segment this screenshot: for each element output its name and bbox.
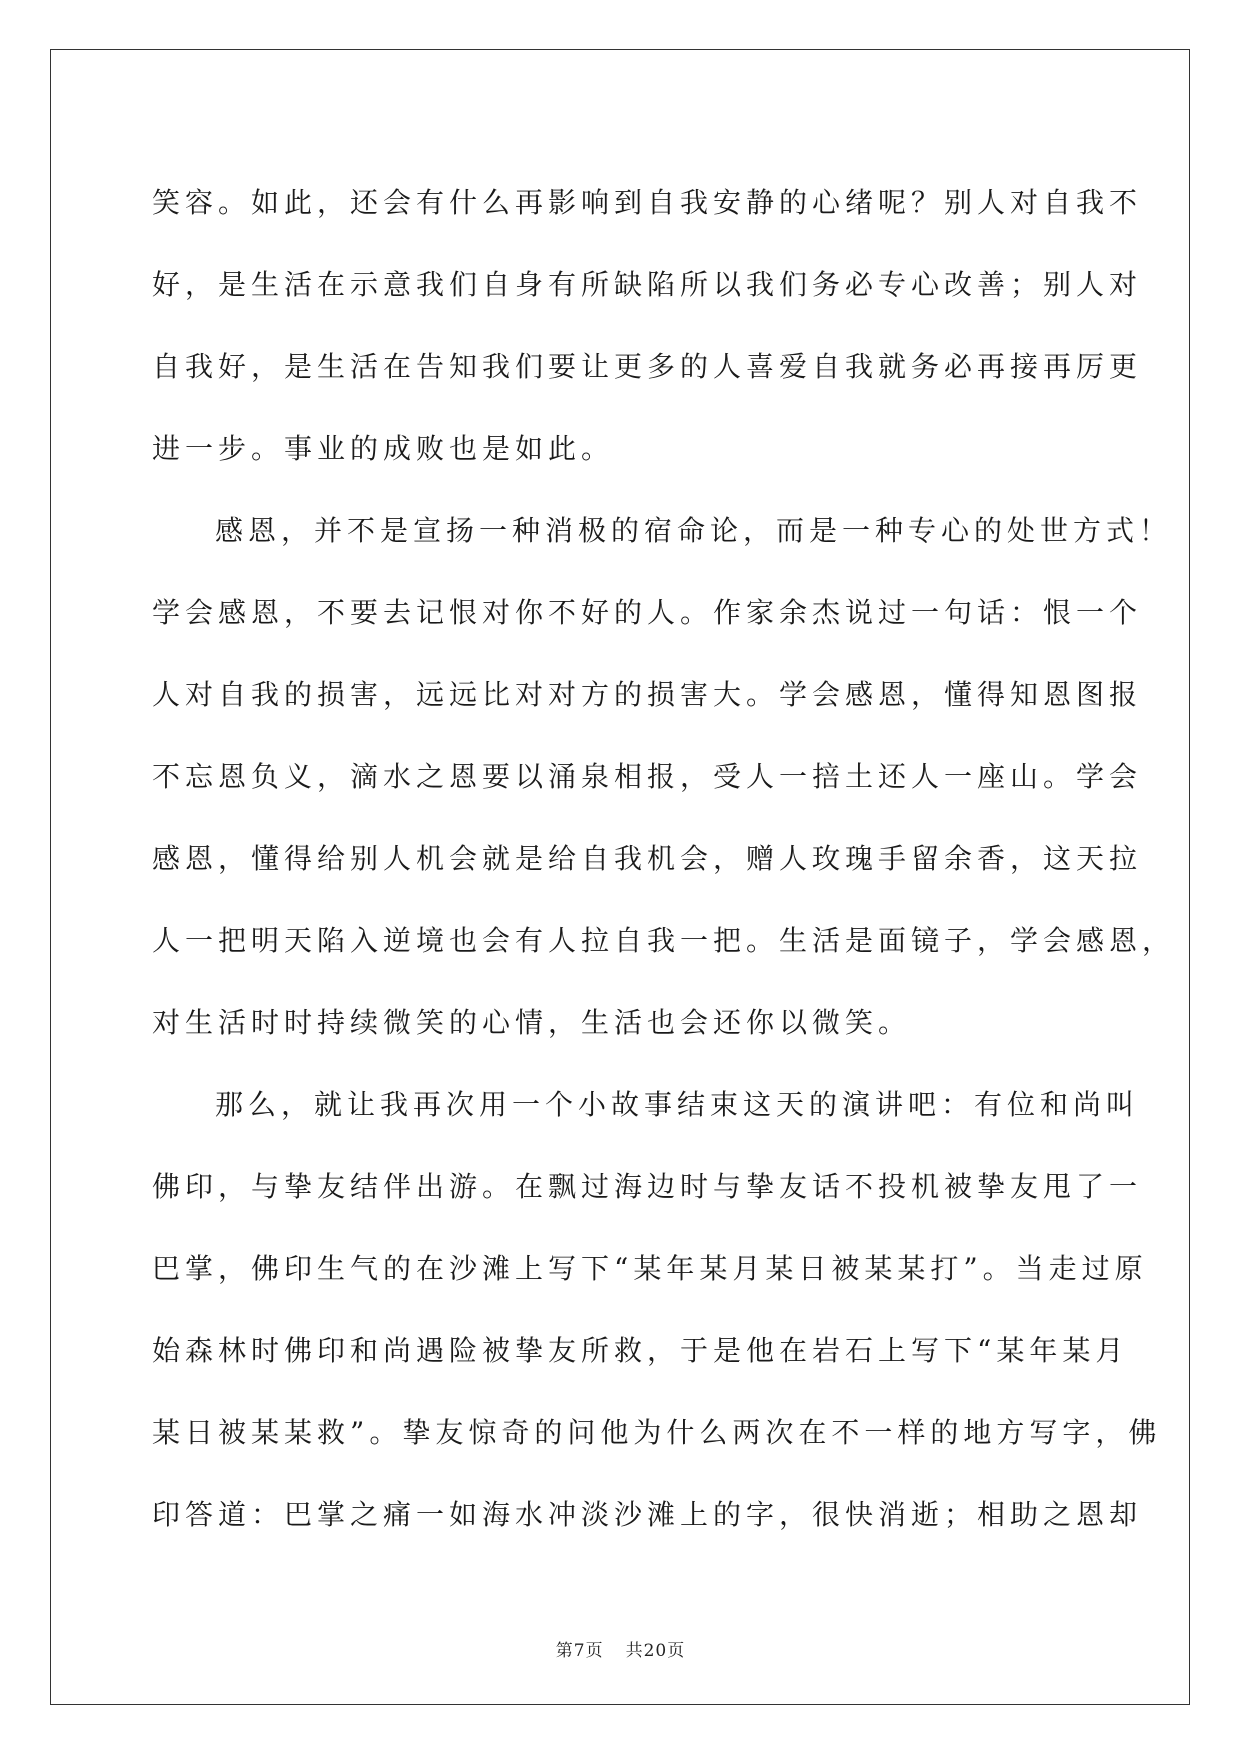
paragraph-start-line: 那么，就让我再次用一个小故事结束这天的演讲吧：有位和尚叫 bbox=[215, 1088, 1140, 1121]
text-line: 人一把明天陷入逆境也会有人拉自我一把。生活是面镜子，学会感恩， bbox=[152, 924, 1176, 957]
text-line: 巴掌，佛印生气的在沙滩上写下“某年某月某日被某某打”。当走过原 bbox=[152, 1252, 1148, 1285]
text-line: 某日被某某救”。挚友惊奇的问他为什么两次在不一样的地方写字，佛 bbox=[152, 1416, 1162, 1449]
text-line: 笑容。如此，还会有什么再影响到自我安静的心绪呢？别人对自我不 bbox=[152, 186, 1143, 219]
text-line: 人对自我的损害，远远比对对方的损害大。学会感恩，懂得知恩图报 bbox=[152, 678, 1143, 711]
text-line: 感恩，懂得给别人机会就是给自我机会，赠人玫瑰手留余香，这天拉 bbox=[152, 842, 1143, 875]
paragraph-start-line: 感恩，并不是宣扬一种消极的宿命论，而是一种专心的处世方式！ bbox=[215, 514, 1173, 547]
text-line: 好，是生活在示意我们自身有所缺陷所以我们务必专心改善；别人对 bbox=[152, 268, 1143, 301]
current-page-number: 第7页 bbox=[555, 1641, 604, 1661]
text-line: 始森林时佛印和尚遇险被挚友所救，于是他在岩石上写下“某年某月 bbox=[152, 1334, 1129, 1367]
text-line: 对生活时时持续微笑的心情，生活也会还你以微笑。 bbox=[152, 1006, 912, 1039]
body-text bbox=[152, 162, 1176, 1556]
page-footer bbox=[0, 1636, 1241, 1661]
text-line: 不忘恩负义，滴水之恩要以涌泉相报，受人一掊土还人一座山。学会 bbox=[152, 760, 1143, 793]
text-line: 自我好，是生活在告知我们要让更多的人喜爱自我就务必再接再厉更 bbox=[152, 350, 1143, 383]
text-line: 佛印，与挚友结伴出游。在飘过海边时与挚友话不投机被挚友甩了一 bbox=[152, 1170, 1143, 1203]
text-line: 印答道：巴掌之痛一如海水冲淡沙滩上的字，很快消逝；相助之恩却 bbox=[152, 1498, 1143, 1531]
text-line: 进一步。事业的成败也是如此。 bbox=[152, 432, 615, 465]
total-page-count: 共20页 bbox=[625, 1641, 686, 1661]
text-line: 学会感恩，不要去记恨对你不好的人。作家余杰说过一句话：恨一个 bbox=[152, 596, 1143, 629]
